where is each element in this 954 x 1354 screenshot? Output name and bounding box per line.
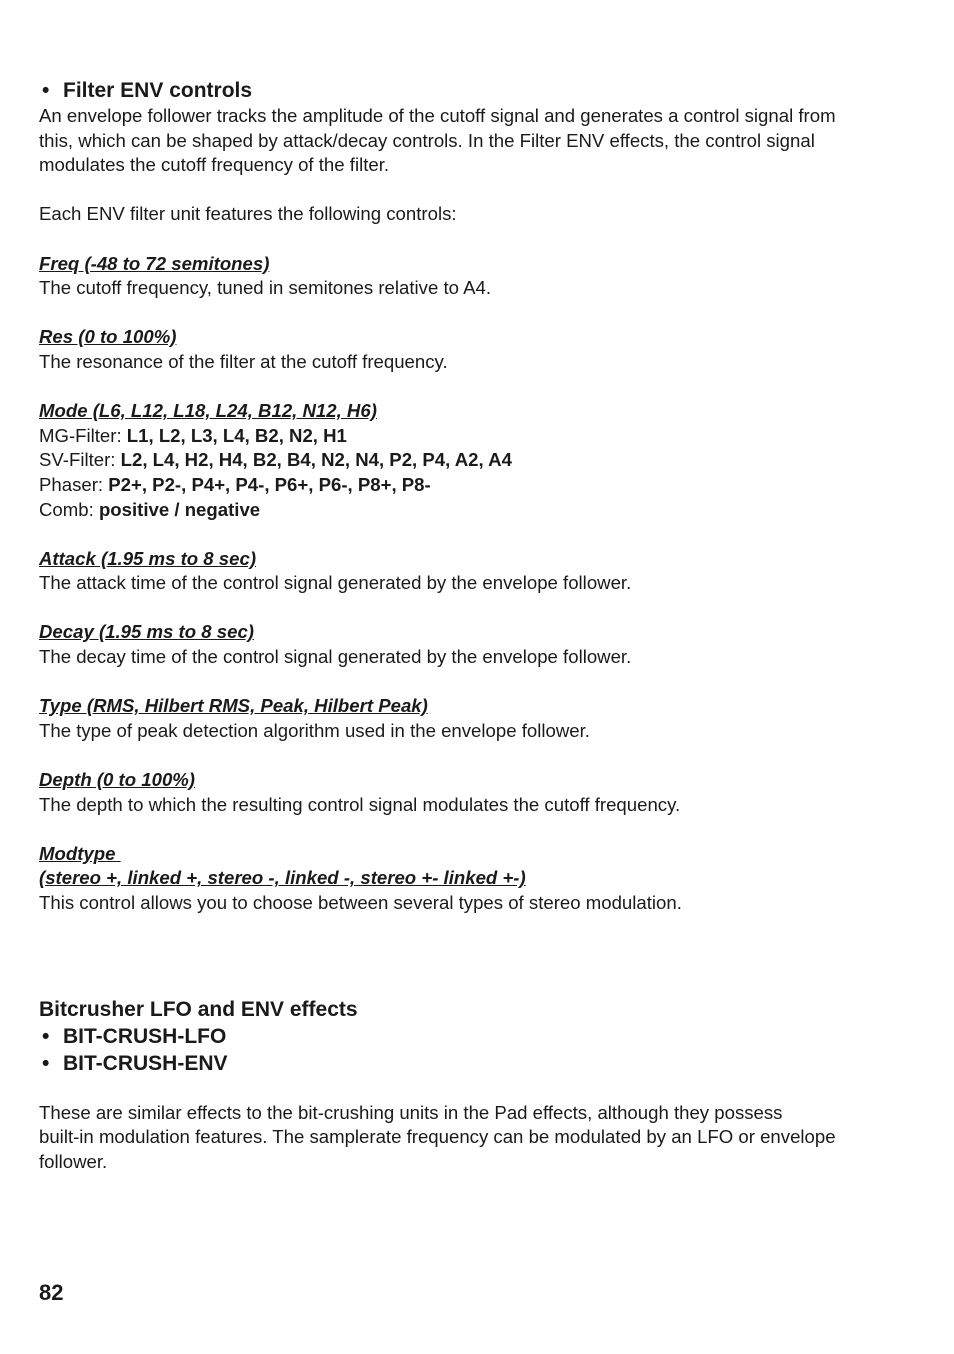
mode-row-mg: MG-Filter: L1, L2, L3, L4, B2, N2, H1	[39, 424, 347, 446]
attack-desc: The attack time of the control signal generated by the envelope follower.	[39, 572, 632, 594]
depth-desc: The depth to which the resulting control signal modulates the cutoff frequency.	[39, 793, 681, 815]
bitcrusher-bullet: • BIT-CRUSH-ENV	[42, 1051, 228, 1075]
bullet: •	[42, 79, 50, 102]
mode-title: Mode (L6, L12, L18, L24, B12, N12, H6)	[39, 400, 377, 422]
modtype-options: (stereo +, linked +, stereo -, linked -, stereo +- linked +-)	[39, 867, 526, 889]
attack-title: Attack (1.95 ms to 8 sec)	[39, 547, 257, 569]
bitcrusher-bullet: • BIT-CRUSH-LFO	[42, 1024, 227, 1048]
mode-row-sv: SV-Filter: L2, L4, H2, H4, B2, B4, N2, N4, P2, P4, A2, A4	[39, 449, 512, 471]
intro-line: An envelope follower tracks the amplitude of the cutoff signal and generates a control signal from	[39, 105, 836, 126]
res-desc: The resonance of the filter at the cutoff frequency.	[39, 350, 448, 372]
intro-line: this, which can be shaped by attack/decay controls. In the Filter ENV effects, the control signal	[39, 129, 815, 151]
decay-desc: The decay time of the control signal generated by the envelope follower.	[39, 646, 632, 668]
filter-env-heading: • Filter ENV controls	[39, 78, 919, 104]
modtype-desc: This control allows you to choose between several types of stereo modulation.	[39, 892, 682, 913]
bitcrusher-desc-line: follower.	[39, 1150, 108, 1172]
freq-title: Freq (-48 to 72 semitones)	[39, 252, 270, 274]
intro-line: modulates the cutoff frequency of the filter.	[39, 154, 390, 176]
depth-title: Depth (0 to 100%)	[39, 769, 196, 791]
page-content	[39, 78, 919, 1174]
type-desc: The type of peak detection algorithm used in the envelope follower.	[39, 719, 590, 741]
bitcrusher-heading: Bitcrusher LFO and ENV effects	[39, 997, 358, 1021]
mode-row-phaser: Phaser: P2+, P2-, P4+, P4-, P6+, P6-, P8+, P8-	[39, 473, 431, 495]
modtype-title: Modtype	[39, 842, 121, 864]
bitcrusher-desc-line: These are similar effects to the bit-crushing units in the Pad effects, although they possess	[39, 1101, 783, 1123]
features-line: Each ENV filter unit features the following controls:	[39, 203, 457, 225]
mode-row-comb: Comb: positive / negative	[39, 498, 261, 520]
type-title: Type (RMS, Hilbert RMS, Peak, Hilbert Peak)	[39, 695, 428, 717]
page-number: 82	[39, 1280, 64, 1305]
freq-desc: The cutoff frequency, tuned in semitones relative to A4.	[39, 277, 492, 299]
decay-title: Decay (1.95 ms to 8 sec)	[39, 621, 254, 643]
bitcrusher-desc-line: built-in modulation features. The samplerate frequency can be modulated by an LFO or envelope	[39, 1126, 836, 1148]
res-title: Res (0 to 100%)	[39, 326, 177, 348]
